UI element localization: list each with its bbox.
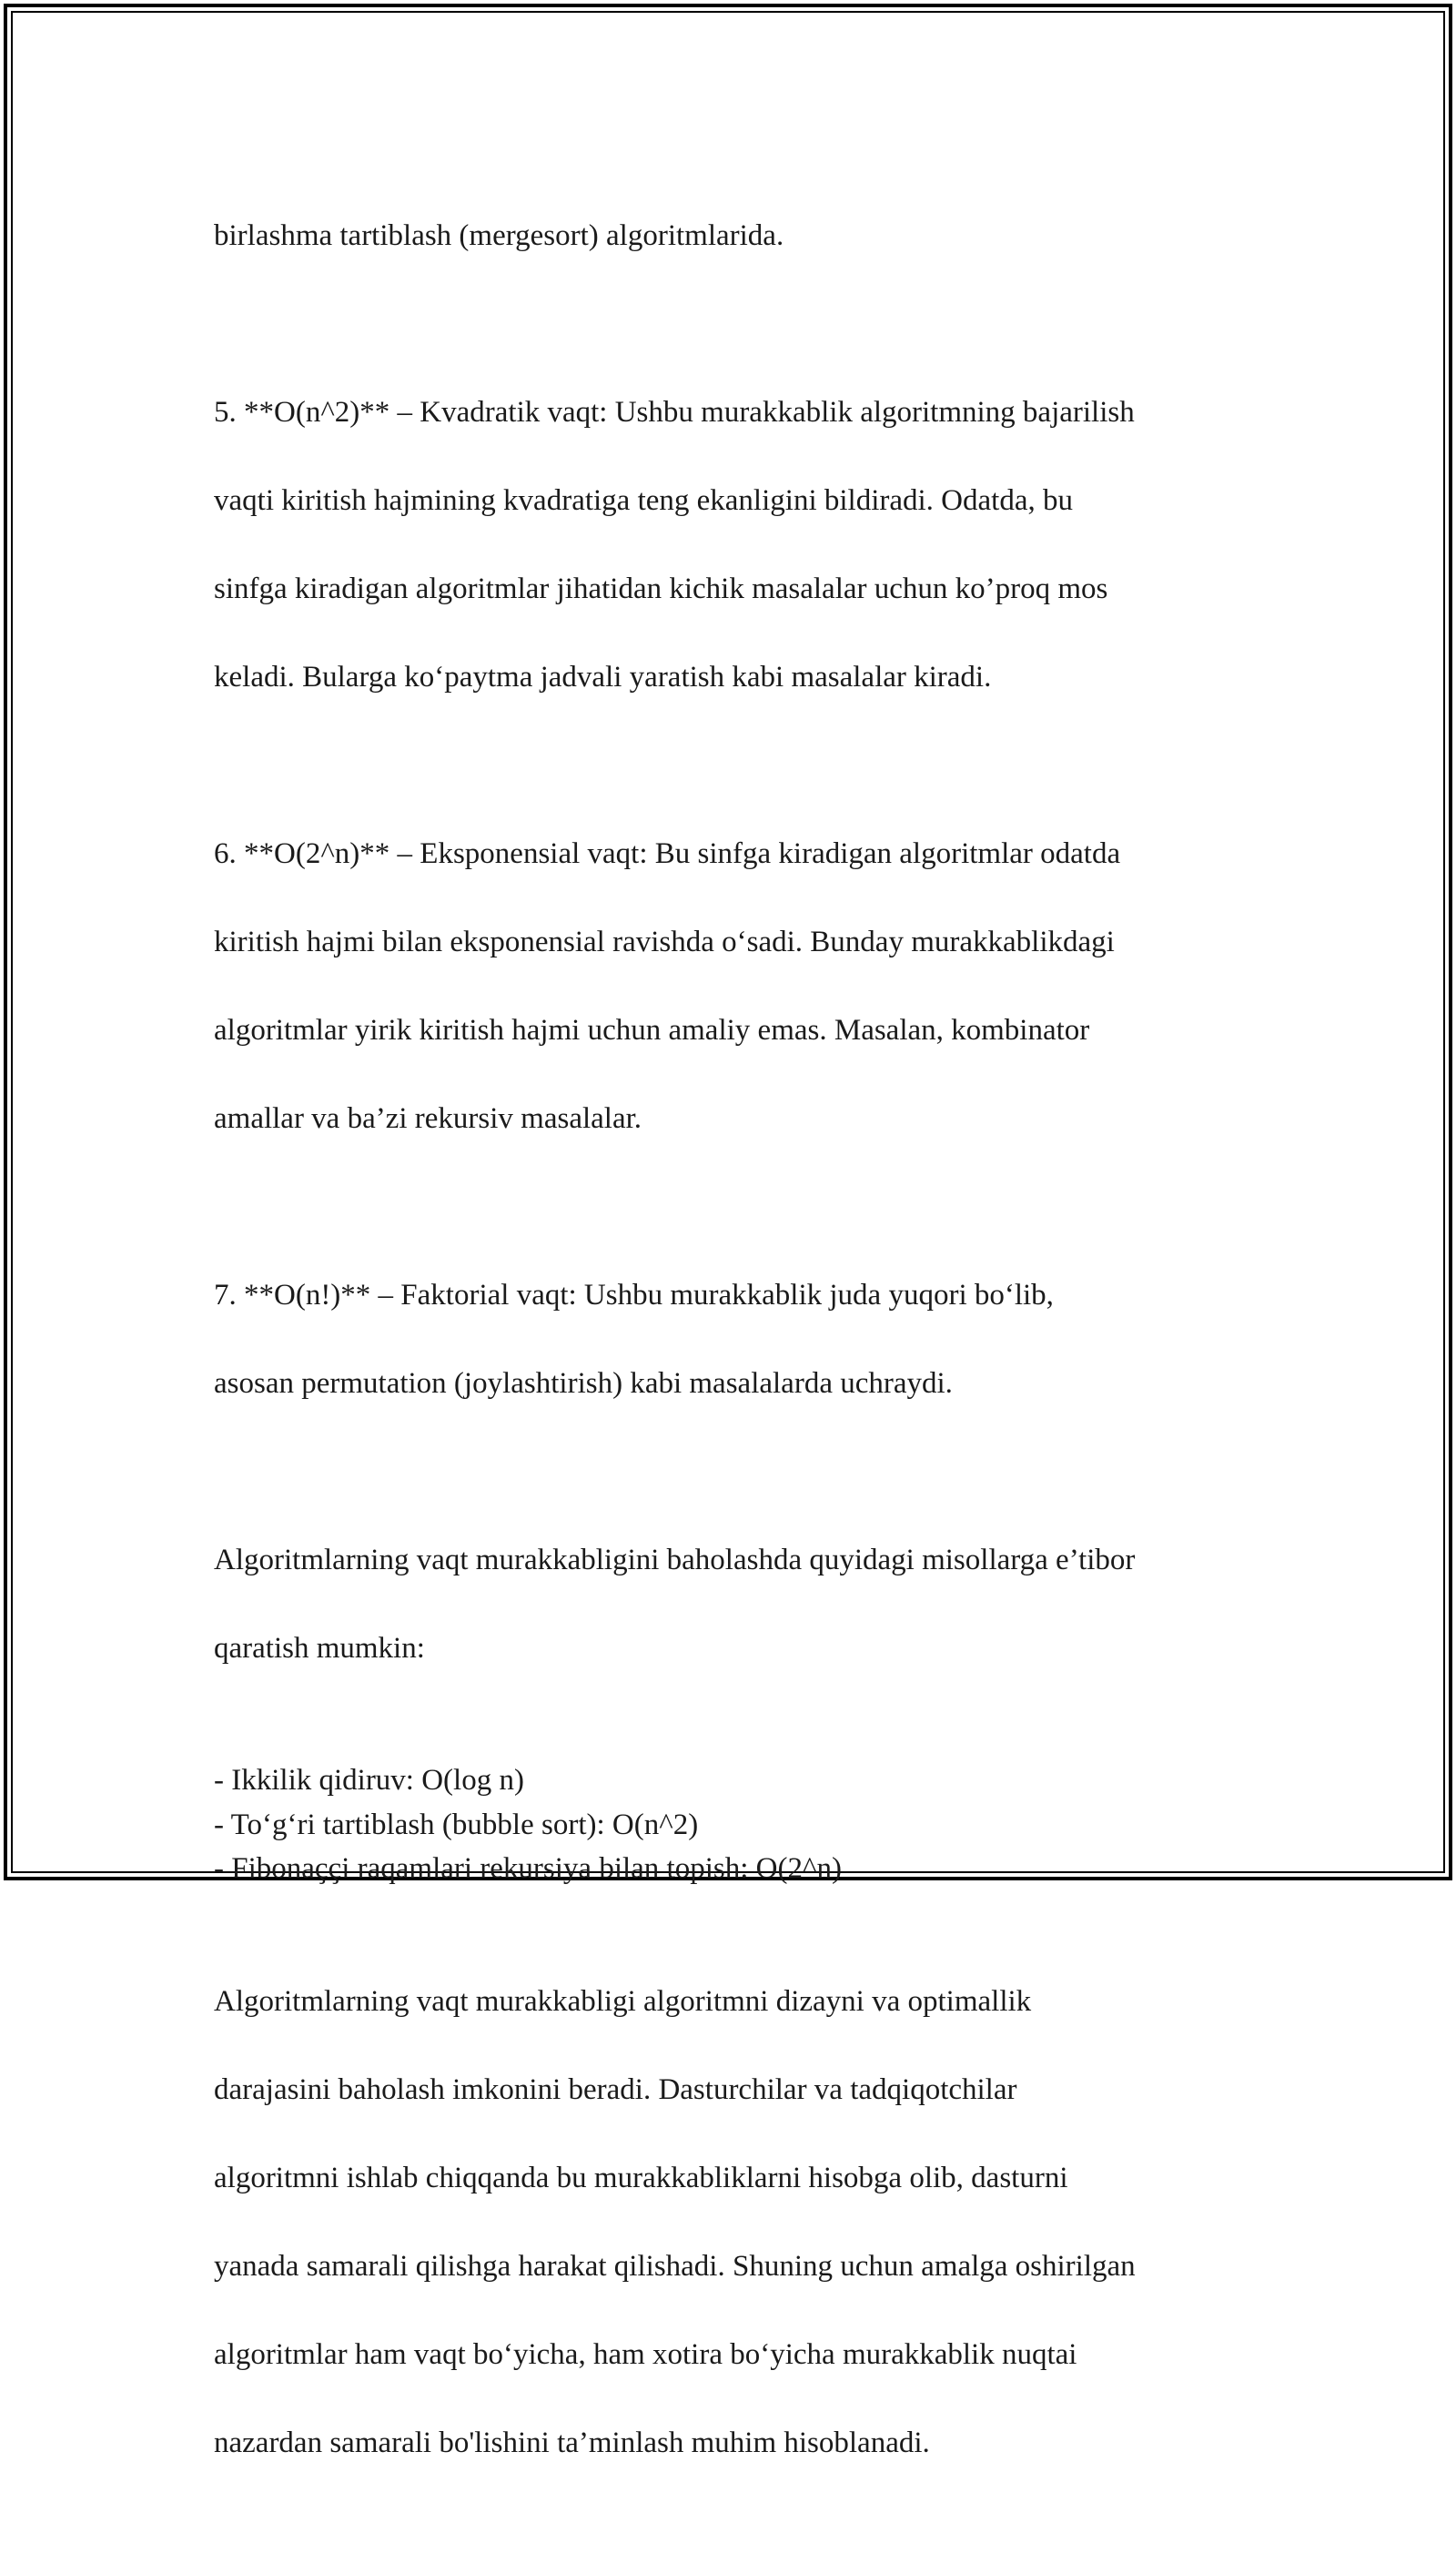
intro-paragraph <box>214 1494 1260 1715</box>
text-line: darajasini baholash imkonini beradi. Dasturchilar va tadqiqotchilar <box>214 2072 1017 2106</box>
list-item: - Toʻgʻri tartiblash (bubble sort): O(n^2) <box>214 1808 699 1841</box>
text-line: asosan permutation (joylashtirish) kabi masalalarda uchraydi. <box>214 1366 953 1400</box>
item-5-paragraph <box>214 346 1260 744</box>
item-6-paragraph <box>214 787 1260 1185</box>
text-line: amallar va ba’zi rekursiv masalalar. <box>214 1101 642 1135</box>
text-line: birlashma tartiblash (mergesort) algoritmlarida. <box>214 218 784 252</box>
text-line: vaqti kiritish hajmining kvadratiga teng ekanligini bildiradi. Odatda, bu <box>214 483 1073 517</box>
text-line: sinfga kiradigan algoritmlar jihatidan kichik masalalar uchun ko’proq mos <box>214 572 1108 605</box>
text-line: algoritmni ishlab chiqqanda bu murakkabliklarni hisobga olib, dasturni <box>214 2161 1068 2194</box>
text-line: kiritish hajmi bilan eksponensial ravishda oʻsadi. Bunday murakkablikdagi <box>214 925 1115 958</box>
text-line: 6. **O(2^n)** – Eksponensial vaqt: Bu sinfga kiradigan algoritmlar odatda <box>214 836 1121 870</box>
conclusion-paragraph <box>214 1935 1260 2509</box>
text-line: nazardan samarali bo'lishini ta’minlash muhim hisoblanadi. <box>214 2426 930 2459</box>
continuation-paragraph <box>214 169 1260 302</box>
text-line: yanada samarali qilishga harakat qilishadi. Shuning uchun amalga oshirilgan <box>214 2249 1136 2283</box>
text-line: Algoritmlarning vaqt murakkabligini baholashda quyidagi misollarga e’tibor <box>214 1543 1136 1576</box>
examples-list <box>214 1758 1260 1891</box>
text-line: keladi. Bularga koʻpaytma jadvali yaratish kabi masalalar kiradi. <box>214 660 992 694</box>
text-line: 7. **O(n!)** – Faktorial vaqt: Ushbu murakkablik juda yuqori boʻlib, <box>214 1278 1054 1312</box>
text-line: Algoritmlarning vaqt murakkabligi algoritmni dizayni va optimallik <box>214 1984 1032 2018</box>
document-body <box>214 169 1260 2553</box>
list-item: - Fibonaççi raqamlari rekursiya bilan topish: O(2^n) <box>214 1852 842 1885</box>
text-line: algoritmlar yirik kiritish hajmi uchun amaliy emas. Masalan, kombinator <box>214 1013 1090 1047</box>
text-line: 5. **O(n^2)** – Kvadratik vaqt: Ushbu murakkablik algoritmning bajarilish <box>214 395 1135 429</box>
text-line: algoritmlar ham vaqt boʻyicha, ham xotira boʻyicha murakkablik nuqtai <box>214 2337 1077 2371</box>
list-item: - Ikkilik qidiruv: O(log n) <box>214 1764 524 1797</box>
text-line: qaratish mumkin: <box>214 1631 425 1665</box>
item-7-paragraph <box>214 1229 1260 1450</box>
